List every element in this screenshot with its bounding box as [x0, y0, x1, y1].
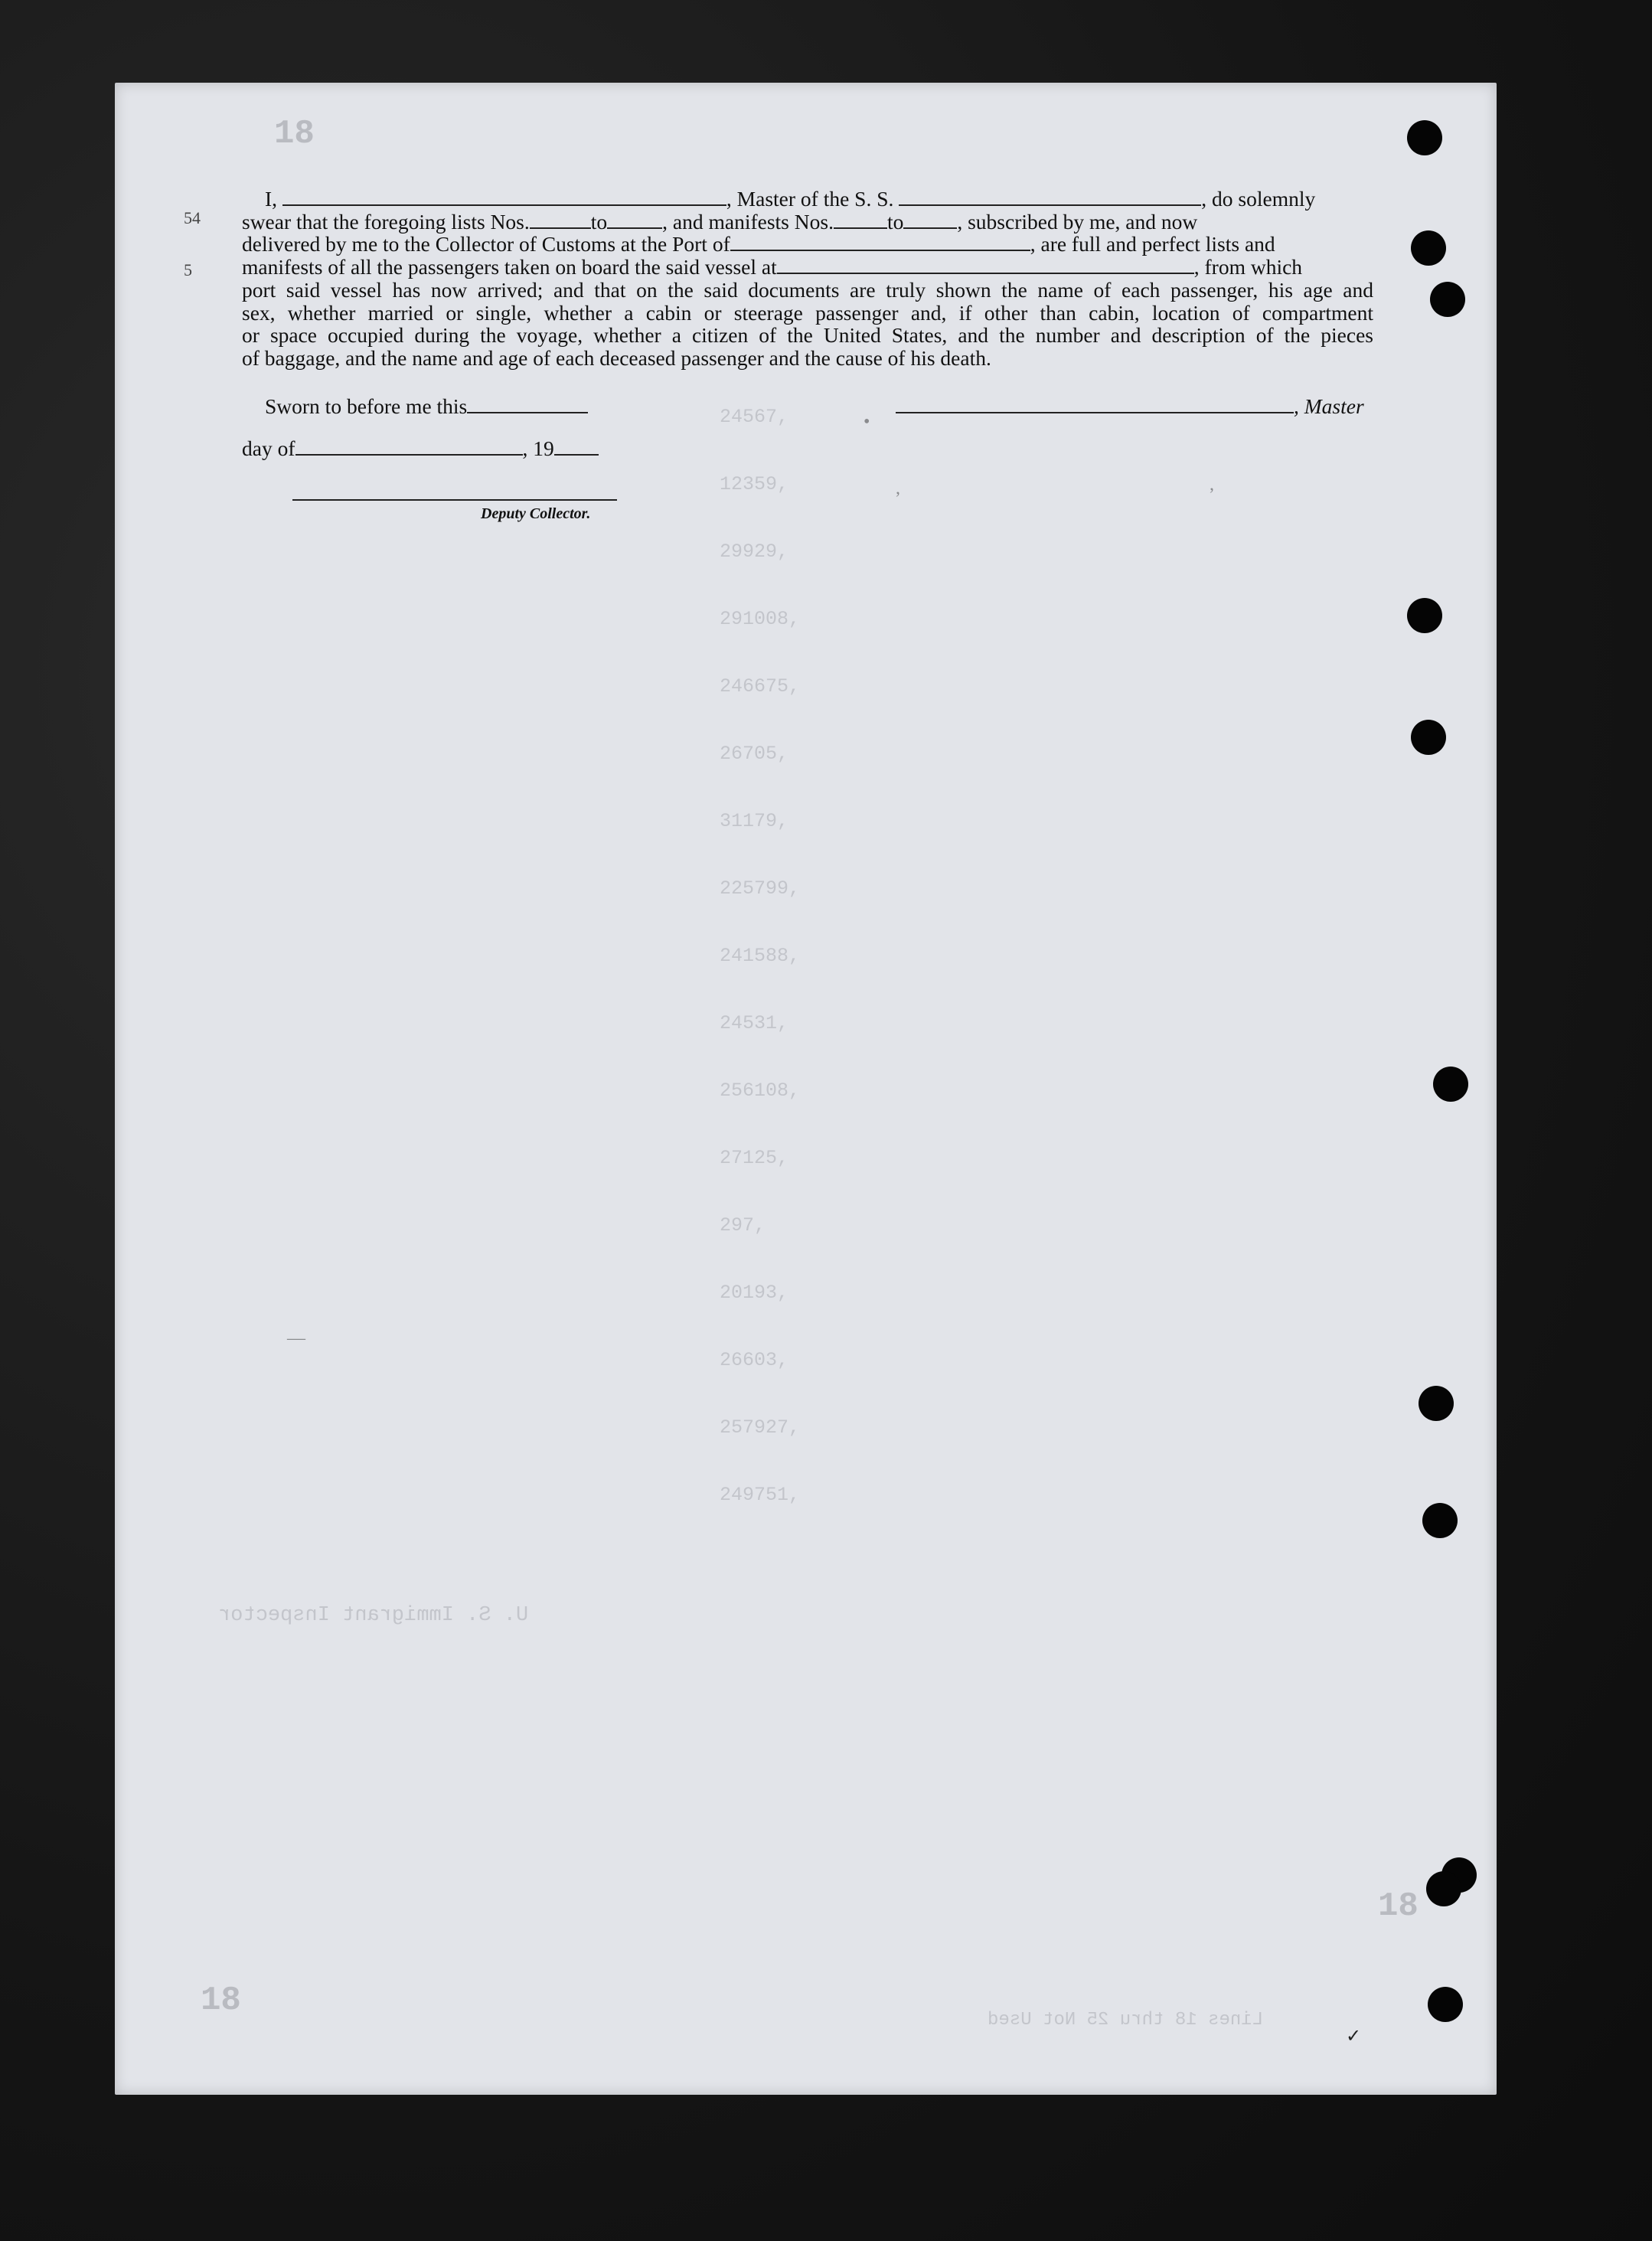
tick-mark: •: [864, 412, 870, 432]
year-prefix: 19: [533, 436, 554, 460]
bleed-through-value: 297,: [720, 1214, 766, 1236]
bleed-through-value: 26705,: [720, 743, 789, 765]
lists-from-blank: [530, 211, 591, 229]
punch-hole: [1411, 720, 1446, 755]
master-signature-blank: [896, 395, 1294, 413]
punch-hole: [1428, 1987, 1463, 2022]
deputy-collector-signature-line: [292, 499, 617, 501]
tick-mark: —: [287, 1328, 305, 1348]
bleed-through-value: 241588,: [720, 945, 801, 967]
master-label: , Master: [1294, 394, 1364, 418]
margin-note-2: 5: [184, 260, 192, 279]
bleed-through-value: 257927,: [720, 1416, 801, 1439]
bleed-through-value: 24567,: [720, 406, 789, 428]
faint-inspector-text: U. S. Immigrant Inspector: [218, 1604, 529, 1627]
faint-lines-note: Lines 18 thru 25 Not Used: [988, 2010, 1264, 2030]
year-blank: [554, 437, 599, 456]
bleed-through-value: 225799,: [720, 877, 801, 900]
bleed-through-value: 31179,: [720, 810, 789, 832]
bleed-through-value: 20193,: [720, 1282, 789, 1304]
sworn-date-blank: [467, 395, 588, 413]
oath-master-of-ss: , Master of the S. S.: [726, 187, 894, 211]
punch-hole: [1407, 120, 1442, 155]
bleed-through-value: 26603,: [720, 1349, 789, 1371]
page-number-top: 18: [274, 115, 315, 153]
bleed-through-value: 24531,: [720, 1012, 789, 1034]
port-blank: [730, 233, 1030, 251]
oath-line-1: [242, 188, 1373, 211]
tick-mark: ,: [1210, 475, 1214, 495]
tick-mark: ,: [896, 479, 900, 498]
oath-line-8: of baggage, and the name and age of each deceased passenger and the cause of his death.: [242, 345, 991, 370]
document-page: [115, 83, 1497, 2095]
page-number-bottom-left: 18: [201, 1981, 241, 2020]
manifests-from-blank: [834, 211, 887, 229]
bleed-through-value: 29929,: [720, 541, 789, 563]
punch-hole: [1430, 282, 1465, 317]
oath-line-6: sex, whether married or single, whether a cabin or steerage passenger and, if other than cabin, location of compartment: [242, 300, 1373, 325]
tick-mark: ✓: [1346, 2027, 1362, 2047]
punch-hole: [1407, 598, 1442, 633]
master-signature-line: [896, 394, 1364, 419]
day-of-label: day of: [242, 436, 295, 460]
oath-line-3: delivered by me to the Collector of Customs at the Port of , are full and perfect lists and: [242, 232, 1275, 256]
punch-hole: [1422, 1503, 1458, 1538]
bleed-through-value: 249751,: [720, 1484, 801, 1506]
deputy-collector-label: Deputy Collector.: [481, 505, 591, 522]
oath-line-5: port said vessel has now arrived; and that on the said documents are truly shown the name of each passenger, his age and: [242, 277, 1373, 302]
bleed-through-value: 27125,: [720, 1147, 789, 1169]
bleed-through-value: 246675,: [720, 675, 801, 697]
master-name-blank: [282, 188, 726, 206]
day-of-line: day of , 19: [242, 436, 599, 461]
manifests-to-blank: [903, 211, 957, 229]
month-blank: [295, 437, 523, 456]
embark-port-blank: [777, 256, 1194, 274]
punch-hole: [1426, 1871, 1461, 1906]
sworn-label: Sworn to before me this: [265, 394, 468, 418]
bleed-through-value: 256108,: [720, 1080, 801, 1102]
bleed-through-value: 291008,: [720, 608, 801, 630]
oath-line-2: swear that the foregoing lists Nos. to , and manifests Nos. to , subscribed by me, and now: [242, 209, 1198, 234]
punch-hole: [1433, 1067, 1468, 1102]
punch-hole: [1411, 230, 1446, 266]
oath-i: I,: [265, 187, 278, 211]
oath-line-7: or space occupied during the voyage, whether a citizen of the United States, and the number and description of the pieces: [242, 323, 1373, 348]
page-number-bottom-right: 18: [1378, 1887, 1419, 1926]
oath-do-solemnly: , do solemnly: [1201, 187, 1316, 211]
sworn-line: [265, 394, 588, 419]
oath-line-4: manifests of all the passengers taken on board the said vessel at , from which: [242, 255, 1303, 279]
ship-name-blank: [899, 188, 1201, 206]
margin-note-1: 54: [184, 208, 201, 227]
bleed-through-value: 12359,: [720, 473, 789, 495]
punch-hole: [1419, 1386, 1454, 1421]
lists-to-blank: [607, 211, 662, 229]
oath-paragraph: [242, 188, 1373, 370]
